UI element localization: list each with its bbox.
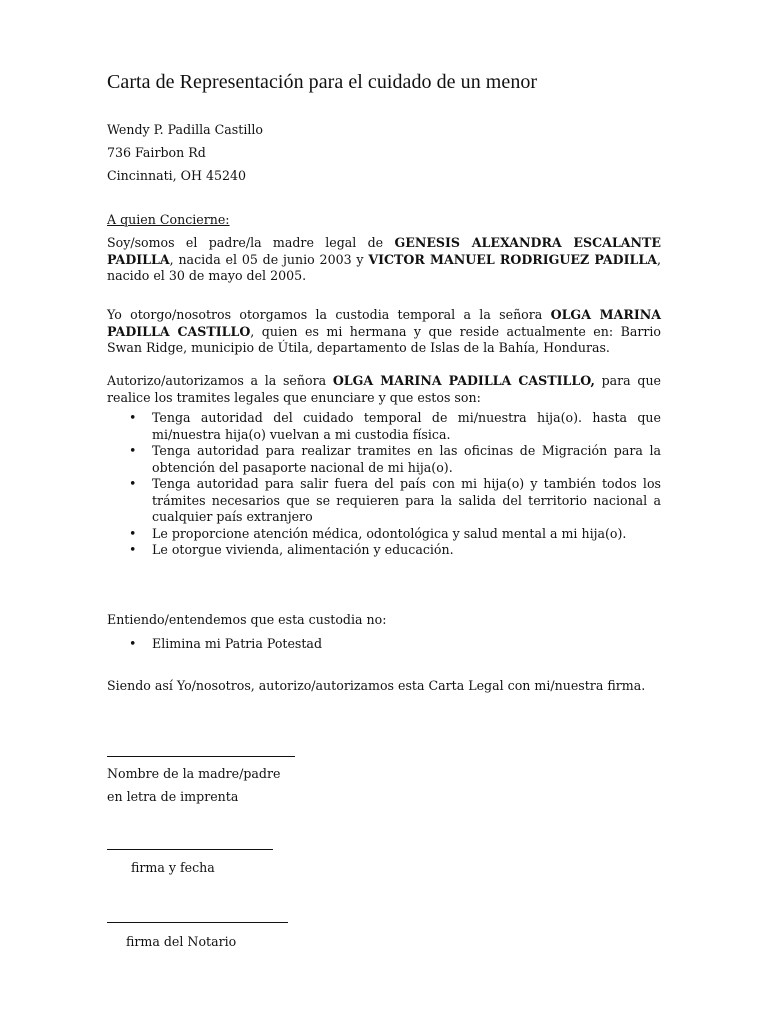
understanding-text: Entiendo/entendemos que esta custodia no: bbox=[107, 612, 387, 627]
paragraph-custody bbox=[107, 307, 661, 357]
para2-text-2: , quien es mi hermana y que reside actualmente en: Barrio Swan Ridge, municipio de Útila, departamento de Islas de la Bahía, Honduras. bbox=[107, 323, 661, 355]
list-item bbox=[107, 636, 661, 653]
signature-line-name bbox=[107, 756, 295, 757]
para3-text-2: para que realice los tramites legales que enunciare y que estos son: bbox=[107, 373, 662, 405]
notary-signature-label: firma del Notario bbox=[126, 934, 237, 949]
signature-name-sublabel: en letra de imprenta bbox=[107, 789, 239, 804]
bullet-icon: • bbox=[129, 525, 137, 541]
list-item bbox=[107, 443, 661, 476]
letter-title: Carta de Representación para el cuidado de un menor bbox=[107, 71, 538, 93]
bullet-icon: • bbox=[129, 476, 137, 491]
closing-paragraph: Siendo así Yo/nosotros, autorizo/autorizamos esta Carta Legal con mi/nuestra firma. bbox=[107, 678, 646, 693]
list-item-text: Tenga autoridad para realizar tramites en las oficinas de Migración para la obtención del pasaporte nacional de mi hija(o). bbox=[152, 443, 661, 475]
list-item bbox=[107, 410, 661, 443]
list-item-text: Le otorgue vivienda, alimentación y educación. bbox=[152, 542, 454, 557]
list-item-text: Tenga autoridad del cuidado temporal de mi/nuestra hija(o). hasta que mi/nuestra hija(o) vuelvan a mi custodia física. bbox=[152, 410, 661, 442]
list-item bbox=[107, 542, 661, 559]
salutation-text: A quien Concierne: bbox=[107, 212, 230, 227]
para1-text-1: Soy/somos el padre/la madre legal de bbox=[107, 235, 395, 250]
signature-name-label: Nombre de la madre/padre bbox=[107, 766, 281, 781]
paragraph-authorize bbox=[107, 373, 661, 406]
salutation bbox=[107, 212, 661, 229]
signature-date-label: firma y fecha bbox=[131, 860, 215, 875]
signature-line-sign bbox=[107, 849, 273, 850]
para1-text-3: , nacido el 30 de mayo del 2005. bbox=[107, 251, 661, 283]
bullet-icon: • bbox=[129, 443, 137, 458]
authorization-list bbox=[107, 410, 661, 559]
list-item bbox=[107, 476, 661, 526]
guardian-name-2: OLGA MARINA PADILLA CASTILLO, bbox=[332, 373, 595, 388]
paragraph-parents bbox=[107, 235, 661, 285]
child-name-2: VICTOR MANUEL RODRIGUEZ PADILLA bbox=[368, 251, 657, 267]
list-item bbox=[107, 526, 661, 543]
sender-name: Wendy P. Padilla Castillo bbox=[107, 122, 263, 137]
understanding-list bbox=[107, 636, 661, 653]
guardian-name: OLGA MARINA PADILLA CASTILLO bbox=[107, 307, 662, 339]
bullet-icon: • bbox=[129, 410, 137, 425]
child-name-1: GENESIS ALEXANDRA ESCALANTE PADILLA bbox=[107, 235, 662, 267]
sender-street: 736 Fairbon Rd bbox=[107, 145, 206, 160]
bullet-icon: • bbox=[129, 636, 137, 651]
signature-line-notary bbox=[107, 922, 288, 923]
para2-text-1: Yo otorgo/nosotros otorgamos la custodia temporal a la señora bbox=[107, 307, 551, 322]
list-item-text: Tenga autoridad para salir fuera del país con mi hija(o) y también todos los trámites necesarios que se requieren para la salida del territorio nacional a cualquier país extranjero bbox=[152, 476, 661, 524]
letter-page bbox=[107, 0, 661, 1024]
para1-text-2: , nacida el 05 de junio 2003 y bbox=[169, 251, 369, 267]
list-item-text: Elimina mi Patria Potestad bbox=[152, 636, 323, 651]
para3-text-1: Autorizo/autorizamos a la señora bbox=[107, 373, 333, 388]
list-item-text: Le proporcione atención médica, odontológica y salud mental a mi hija(o). bbox=[152, 525, 627, 541]
bullet-icon: • bbox=[129, 542, 137, 557]
sender-city: Cincinnati, OH 45240 bbox=[107, 168, 247, 183]
